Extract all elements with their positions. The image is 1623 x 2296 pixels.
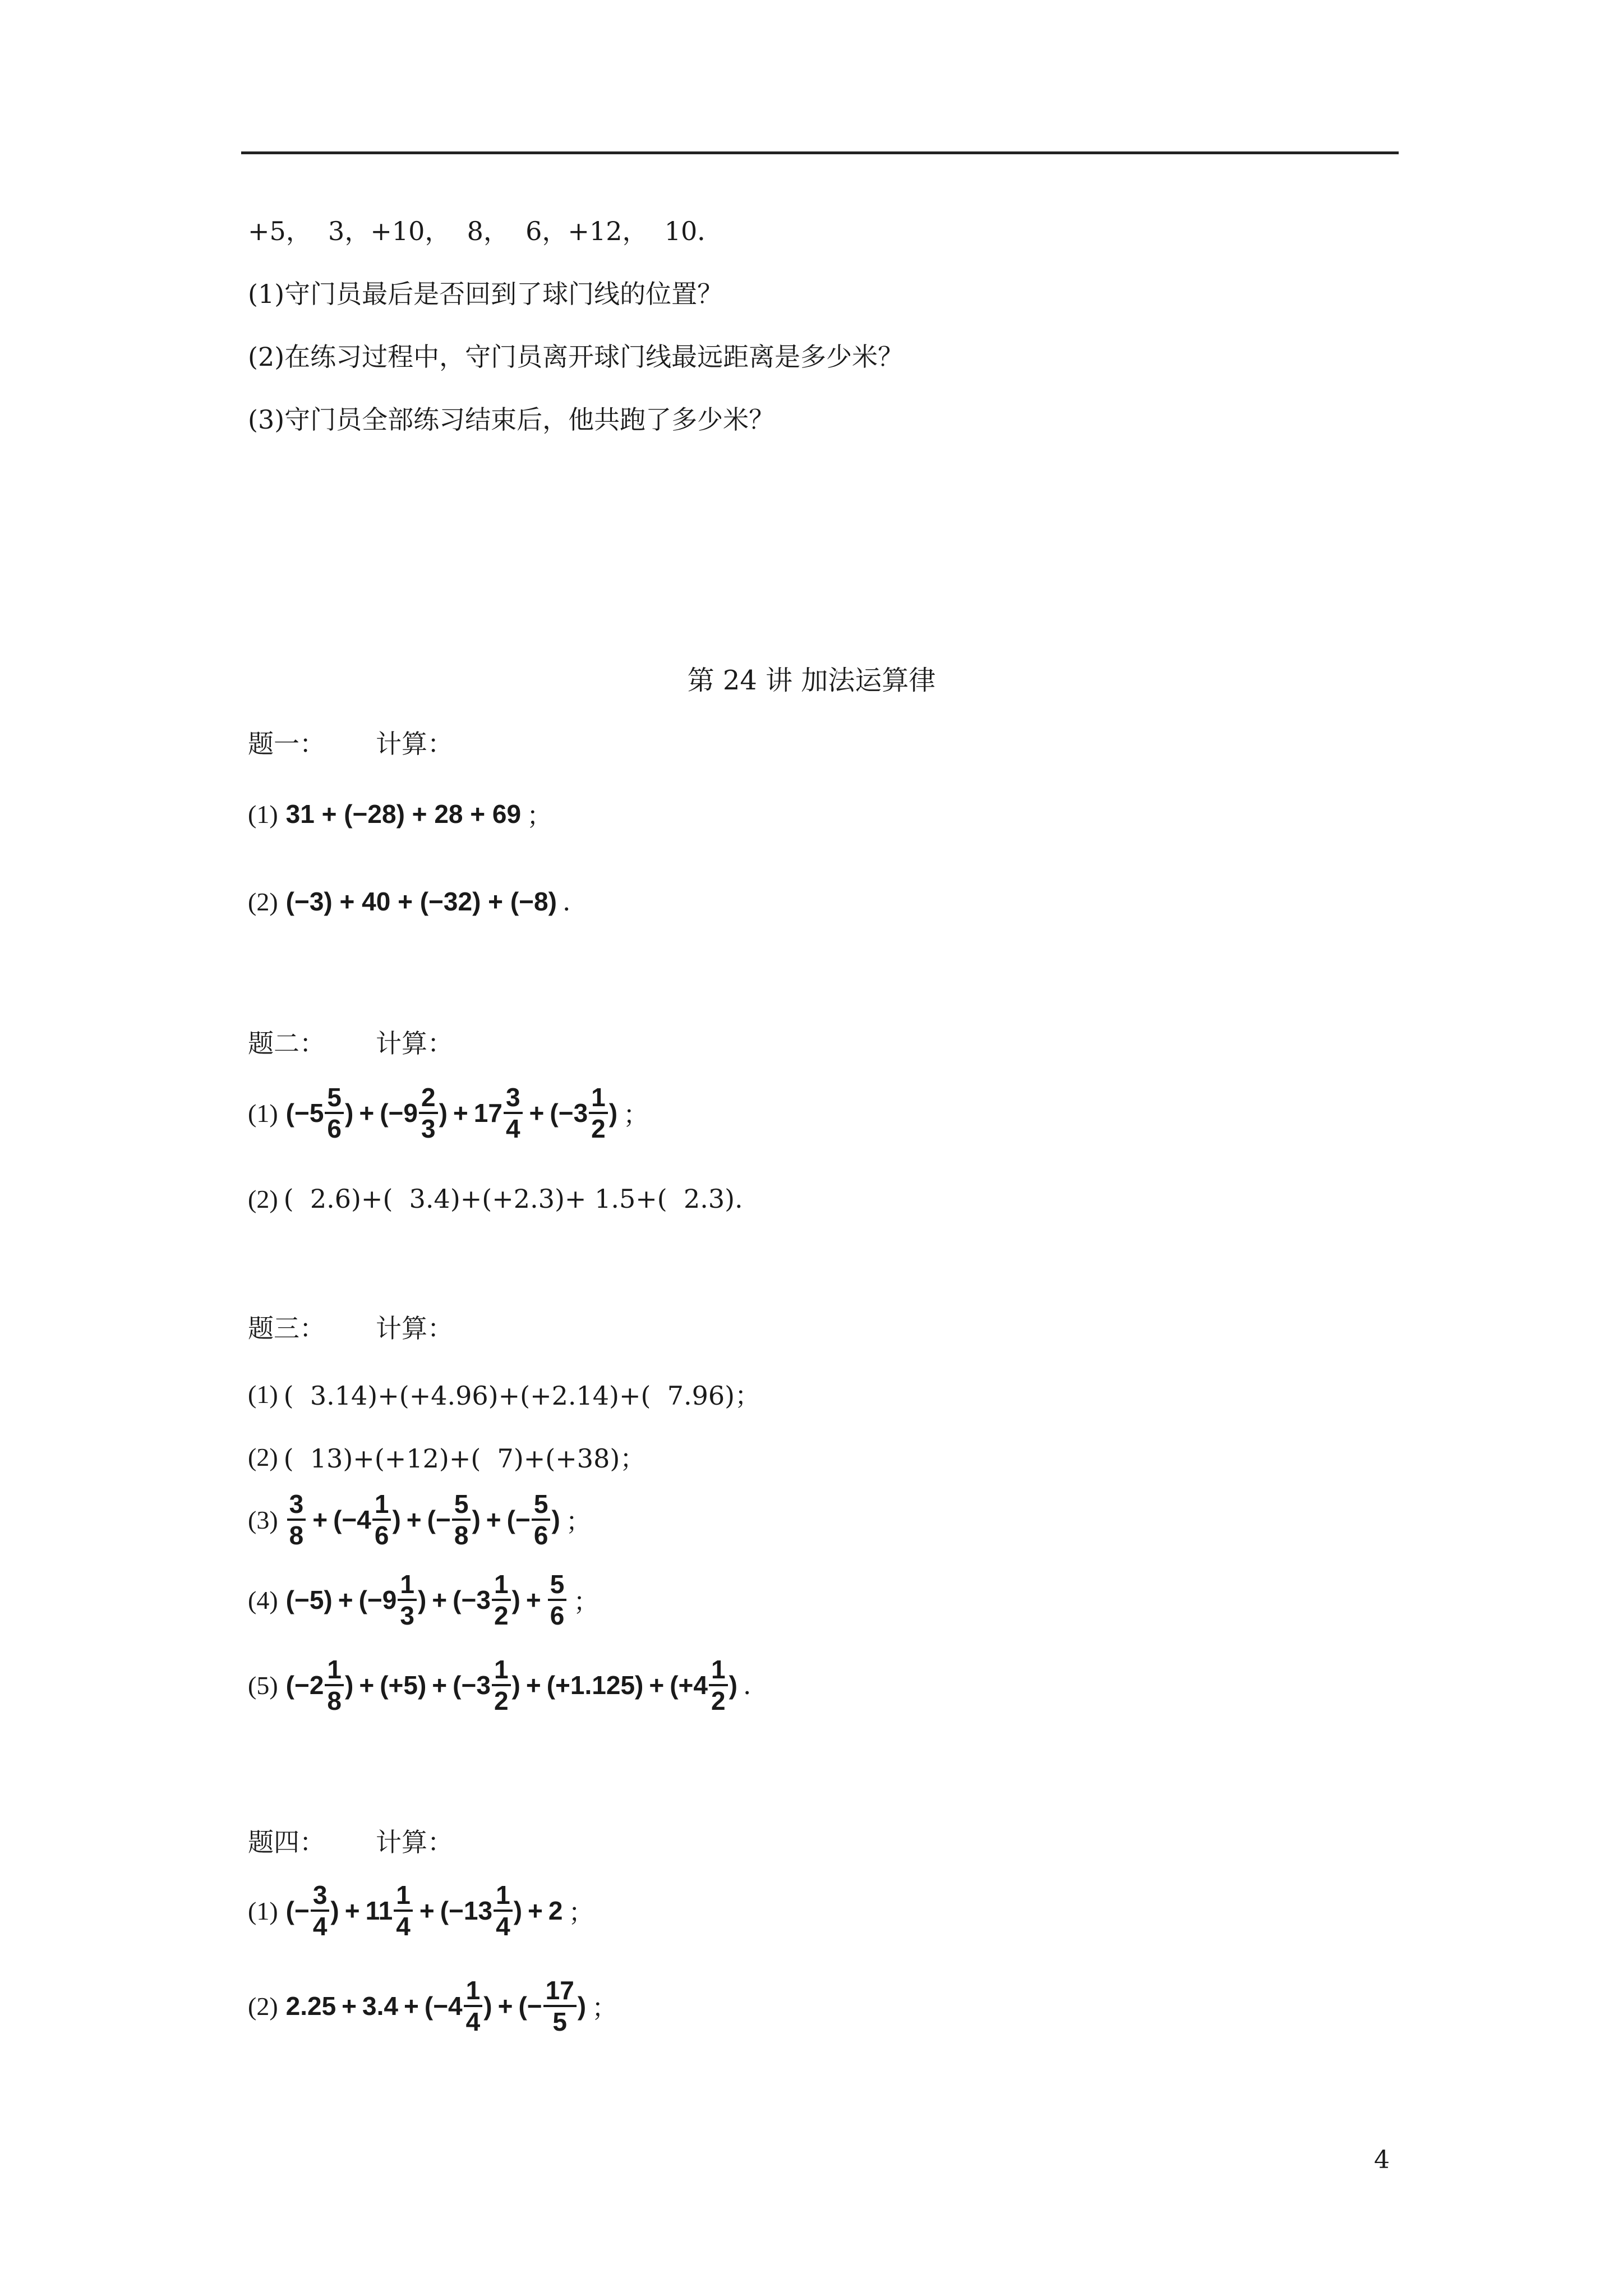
section-label-3: 题三： 计算： [248,1313,453,1343]
problem-4-1: (1) (− $\frac{3}{4}$ ) + 11 $\frac{1}{4}$ + (−13 $\frac{1}{4}$ ) + 2 ； [248,1880,594,1941]
problem-3-5: (5) (−2 $\frac{1}{8}$ ) + (+5) + (−3 $\frac{1}{2}$ ) + (+1.125) + (+4 $\frac{1}{2}$ ) . [248,1655,751,1715]
question-2: (2)在练习过程中，守门员离开球门线最远距离是多少米？ [248,342,904,372]
question-3: (3)守门员全部练习结束后，他共跑了多少米？ [248,404,775,435]
sequence-line: +5， 3，+10， 8， 6，+12， 10． [248,216,723,246]
problem-3-3: (3) $\frac{3}{8}$ + (−4 $\frac{1}{6}$ ) + (− $\frac{5}{8}$ ) + (− $\frac{5}{6}$ ) ； [248,1489,592,1550]
problem-3-1: (1) ( 3.14)+(+4.96)+(+2.14)+( 7.96)； [248,1379,761,1411]
problem-3-2: (2) ( 13)+(+12)+( 7)+(+38)； [248,1442,646,1474]
section-label-2: 题二： 计算： [248,1028,453,1059]
problem-1-1: (1) 31 + (−28) + 28 + 69 ； [248,799,553,831]
question-1: (1)守门员最后是否回到了球门线的位置？ [248,279,723,309]
problem-4-2: (2) 2.25 + 3.4 + (−4 $\frac{1}{4}$ ) + (− $\frac{17}{5}$ ) ； [248,1976,618,2036]
section-label-1: 题一： 计算： [248,729,453,759]
problem-2-1: (1) (−5 $\frac{5}{6}$ ) + (−9 $\frac{2}{3}$ ) + 17 $\frac{3}{4}$ + (−3 $\frac{1}{2}$ ) ； [248,1083,649,1143]
problem-1-2: (2) (−3) + 40 + (−32) + (−8) . [248,886,571,917]
section-label-4: 题四： 计算： [248,1827,453,1857]
problem-3-4: (4) (−5) + (−9 $\frac{1}{3}$ ) + (−3 $\frac{1}{2}$ ) + $\frac{5}{6}$ ； [248,1570,600,1630]
header-rule [241,151,1399,154]
page-number: 4 [1374,2146,1390,2174]
problem-2-2: (2) ( 2.6)+( 3.4)+(+2.3)+ 1.5+( 2.3). [248,1184,743,1214]
lecture-title: 第 24 讲 加法运算律 [687,665,936,696]
